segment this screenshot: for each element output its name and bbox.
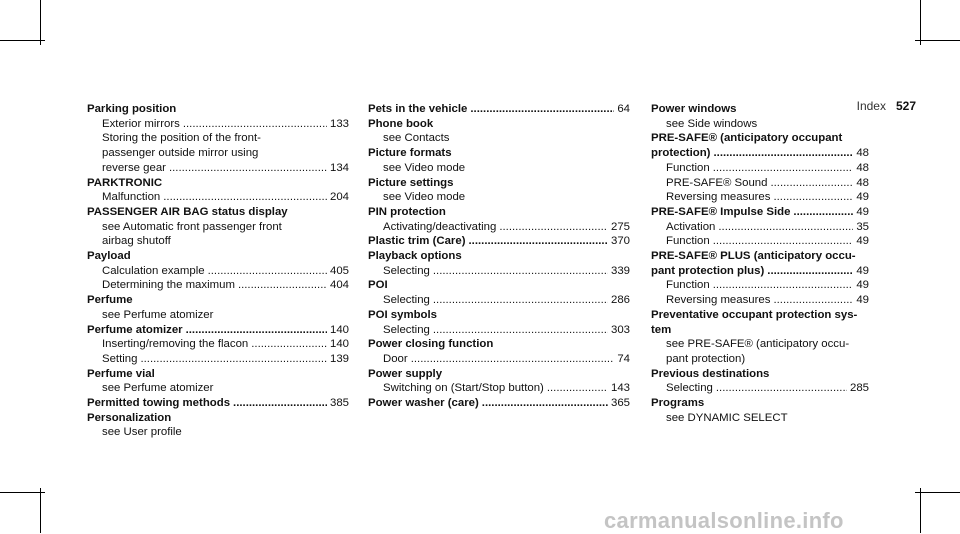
index-subentry <box>87 161 349 176</box>
leader-dots <box>186 323 327 338</box>
index-subentry <box>87 352 349 367</box>
index-column-2 <box>368 102 630 411</box>
entry-text: see Video mode <box>383 191 466 204</box>
entry-text: Function <box>666 235 710 248</box>
entry-text: see PRE-SAFE® (anticipatory occu- <box>666 338 850 351</box>
entry-text: Personalization <box>87 411 172 424</box>
index-heading <box>651 131 869 146</box>
entry-text: Switching on (Start/Stop button) <box>383 382 544 395</box>
entry-text: reverse gear <box>102 161 166 174</box>
entry-text: Power washer (care) <box>368 397 479 410</box>
entry-text: pant protection plus) <box>651 264 765 277</box>
index-heading <box>368 337 630 352</box>
entry-text: Activating/deactivating <box>383 220 497 233</box>
crop-mark <box>40 488 41 533</box>
page-reference[interactable]: 74 <box>617 352 630 365</box>
index-subentry <box>651 234 869 249</box>
index-heading <box>651 205 869 220</box>
crop-mark <box>915 492 960 493</box>
page-reference[interactable]: 370 <box>610 235 630 248</box>
index-heading <box>651 396 869 411</box>
page-reference[interactable]: 134 <box>329 161 349 174</box>
index-subentry <box>651 161 869 176</box>
entry-text: Power closing function <box>368 338 494 351</box>
page-reference[interactable]: 48 <box>856 161 869 174</box>
entry-text: PRE-SAFE® Sound <box>666 176 768 189</box>
index-heading <box>87 411 349 426</box>
entry-text: see Perfume atomizer <box>102 308 214 321</box>
index-heading <box>87 367 349 382</box>
index-heading <box>368 102 630 117</box>
index-subentry <box>651 411 869 426</box>
index-subentry <box>87 234 349 249</box>
leader-dots <box>482 396 608 411</box>
entry-text: Perfume atomizer <box>87 323 183 336</box>
page-reference[interactable]: 385 <box>329 397 349 410</box>
entry-text: see User profile <box>102 426 182 439</box>
index-heading <box>87 102 349 117</box>
index-subentry <box>651 220 869 235</box>
index-subentry <box>368 293 630 308</box>
crop-mark <box>40 0 41 45</box>
index-subentry <box>87 308 349 323</box>
index-subentry <box>368 264 630 279</box>
entry-text: airbag shutoff <box>102 235 171 248</box>
index-heading <box>87 396 349 411</box>
entry-text: Parking position <box>87 103 177 115</box>
index-subentry <box>651 352 869 367</box>
leader-dots <box>140 352 327 367</box>
page-reference[interactable]: 275 <box>610 220 630 233</box>
leader-dots <box>469 234 608 249</box>
entry-text: POI symbols <box>368 308 438 321</box>
index-heading <box>651 146 869 161</box>
leader-dots <box>773 293 853 308</box>
index-subentry <box>368 381 630 396</box>
index-subentry <box>87 264 349 279</box>
index-heading <box>651 102 869 117</box>
leader-dots <box>433 323 608 338</box>
index-heading <box>368 396 630 411</box>
index-subentry <box>651 293 869 308</box>
page-reference[interactable]: 35 <box>856 220 869 233</box>
entry-text: Pets in the vehicle <box>368 103 468 115</box>
leader-dots <box>238 278 327 293</box>
index-heading <box>368 205 630 220</box>
index-heading <box>368 117 630 132</box>
entry-text: Picture settings <box>368 176 454 189</box>
index-heading <box>368 146 630 161</box>
page-number: 527 <box>895 99 916 113</box>
index-subentry <box>368 131 630 146</box>
leader-dots <box>713 161 854 176</box>
entry-text: see Automatic front passenger front <box>102 220 282 233</box>
index-subentry <box>651 337 869 352</box>
entry-text: see DYNAMIC SELECT <box>666 411 788 424</box>
entry-text: PARKTRONIC <box>87 176 163 189</box>
page-reference[interactable]: 133 <box>329 117 349 130</box>
entry-text: Function <box>666 279 710 292</box>
section-title: Index <box>856 99 886 113</box>
entry-text: PRE-SAFE® (anticipatory occupant <box>651 132 843 145</box>
index-subentry <box>368 161 630 176</box>
index-subentry <box>651 176 869 191</box>
page-reference[interactable]: 49 <box>856 294 869 307</box>
entry-text: Perfume vial <box>87 367 155 380</box>
index-subentry <box>87 131 349 146</box>
page-reference[interactable]: 49 <box>856 191 869 204</box>
entry-text: Phone book <box>368 117 434 130</box>
page-reference[interactable]: 404 <box>329 279 349 292</box>
index-heading <box>368 308 630 323</box>
crop-mark <box>915 40 960 41</box>
entry-text: Preventative occupant protection sys- <box>651 308 858 321</box>
entry-text: Reversing measures <box>666 191 771 204</box>
entry-text: Picture formats <box>368 147 452 160</box>
index-column-1 <box>87 102 349 440</box>
page-reference[interactable]: 64 <box>617 103 630 115</box>
index-subentry <box>87 278 349 293</box>
entry-text: POI <box>368 279 388 292</box>
leader-dots <box>208 264 327 279</box>
index-heading <box>87 205 349 220</box>
index-subentry <box>87 117 349 132</box>
page-reference[interactable]: 140 <box>329 323 349 336</box>
page-reference[interactable]: 143 <box>610 382 630 395</box>
entry-text: Selecting <box>383 323 430 336</box>
leader-dots <box>499 220 608 235</box>
leader-dots <box>251 337 327 352</box>
page-reference[interactable]: 48 <box>856 147 869 160</box>
entry-text: Inserting/removing the flacon <box>102 338 249 351</box>
leader-dots <box>433 264 608 279</box>
index-heading <box>87 323 349 338</box>
leader-dots <box>163 190 327 205</box>
index-subentry <box>651 381 869 396</box>
entry-text: Storing the position of the front- <box>102 132 261 145</box>
index-heading <box>368 367 630 382</box>
index-subentry <box>368 220 630 235</box>
page-reference[interactable]: 49 <box>856 279 869 292</box>
index-subentry <box>87 381 349 396</box>
entry-text: Perfume <box>87 294 133 307</box>
entry-text: Power supply <box>368 367 443 380</box>
crop-mark <box>0 492 45 493</box>
index-heading <box>651 249 869 264</box>
entry-text: PRE-SAFE® Impulse Side <box>651 205 791 218</box>
index-subentry <box>87 190 349 205</box>
entry-text: Permitted towing methods <box>87 397 231 410</box>
page-reference[interactable]: 49 <box>856 235 869 248</box>
page-reference[interactable]: 48 <box>856 176 869 189</box>
index-heading <box>368 249 630 264</box>
leader-dots <box>767 264 853 279</box>
leader-dots <box>233 396 327 411</box>
index-subentry <box>87 220 349 235</box>
leader-dots <box>773 190 853 205</box>
entry-text: Door <box>383 352 408 365</box>
entry-text: Selecting <box>666 382 713 395</box>
entry-text: Programs <box>651 397 705 410</box>
watermark: carmanualsonline.info <box>604 508 844 533</box>
entry-text: Previous destinations <box>651 367 770 380</box>
entry-text: Power windows <box>651 103 737 115</box>
page-reference[interactable]: 339 <box>610 264 630 277</box>
page-reference[interactable]: 286 <box>610 294 630 307</box>
entry-text: see Side windows <box>666 117 758 130</box>
entry-text: Setting <box>102 352 138 365</box>
entry-text: tem <box>651 323 672 336</box>
entry-text: passenger outside mirror using <box>102 147 259 160</box>
entry-text: Selecting <box>383 294 430 307</box>
index-subentry <box>368 190 630 205</box>
page-reference[interactable]: 365 <box>610 397 630 410</box>
leader-dots <box>470 102 614 117</box>
entry-text: PRE-SAFE® PLUS (anticipatory occu- <box>651 250 856 263</box>
entry-text: Calculation example <box>102 264 205 277</box>
index-heading <box>87 293 349 308</box>
page-reference[interactable]: 49 <box>856 264 869 277</box>
index-heading <box>651 323 869 338</box>
entry-text: Activation <box>666 220 716 233</box>
index-heading <box>87 249 349 264</box>
index-subentry <box>87 146 349 161</box>
leader-dots <box>713 234 854 249</box>
leader-dots <box>713 146 853 161</box>
entry-text: Malfunction <box>102 191 161 204</box>
leader-dots <box>713 278 854 293</box>
page-reference[interactable]: 140 <box>329 338 349 351</box>
index-heading <box>368 176 630 191</box>
entry-text: PIN protection <box>368 205 446 218</box>
leader-dots <box>716 381 847 396</box>
entry-text: see Contacts <box>383 132 450 145</box>
index-heading <box>87 176 349 191</box>
page-reference[interactable]: 204 <box>329 191 349 204</box>
entry-text: Exterior mirrors <box>102 117 180 130</box>
page-reference[interactable]: 139 <box>329 352 349 365</box>
crop-mark <box>920 0 921 45</box>
crop-mark <box>0 40 45 41</box>
entry-text: Payload <box>87 250 131 263</box>
leader-dots <box>547 381 608 396</box>
entry-text: protection) <box>651 147 711 160</box>
page-reference[interactable]: 49 <box>856 205 869 218</box>
leader-dots <box>183 117 327 132</box>
index-subentry <box>368 352 630 367</box>
index-subentry <box>651 278 869 293</box>
index-subentry <box>87 425 349 440</box>
index-subentry <box>87 337 349 352</box>
entry-text: pant protection) <box>666 352 746 365</box>
index-heading <box>651 308 869 323</box>
page-reference[interactable]: 405 <box>329 264 349 277</box>
entry-text: PASSENGER AIR BAG status display <box>87 205 288 218</box>
index-column-3 <box>651 102 869 425</box>
page-reference[interactable]: 285 <box>849 382 869 395</box>
index-heading <box>368 234 630 249</box>
leader-dots <box>411 352 615 367</box>
entry-text: Reversing measures <box>666 294 771 307</box>
entry-text: Selecting <box>383 264 430 277</box>
entry-text: see Video mode <box>383 161 466 174</box>
leader-dots <box>718 220 853 235</box>
crop-mark <box>920 488 921 533</box>
entry-text: Plastic trim (Care) <box>368 235 466 248</box>
leader-dots <box>433 293 608 308</box>
leader-dots <box>169 161 327 176</box>
index-subentry <box>368 323 630 338</box>
index-heading <box>651 367 869 382</box>
entry-text: see Perfume atomizer <box>102 382 214 395</box>
index-heading <box>368 278 630 293</box>
index-subentry <box>651 190 869 205</box>
entry-text: Determining the maximum <box>102 279 235 292</box>
entry-text: Function <box>666 161 710 174</box>
index-subentry <box>651 117 869 132</box>
leader-dots <box>793 205 853 220</box>
page-reference[interactable]: 303 <box>610 323 630 336</box>
index-heading <box>651 264 869 279</box>
entry-text: Playback options <box>368 250 462 263</box>
leader-dots <box>770 176 853 191</box>
